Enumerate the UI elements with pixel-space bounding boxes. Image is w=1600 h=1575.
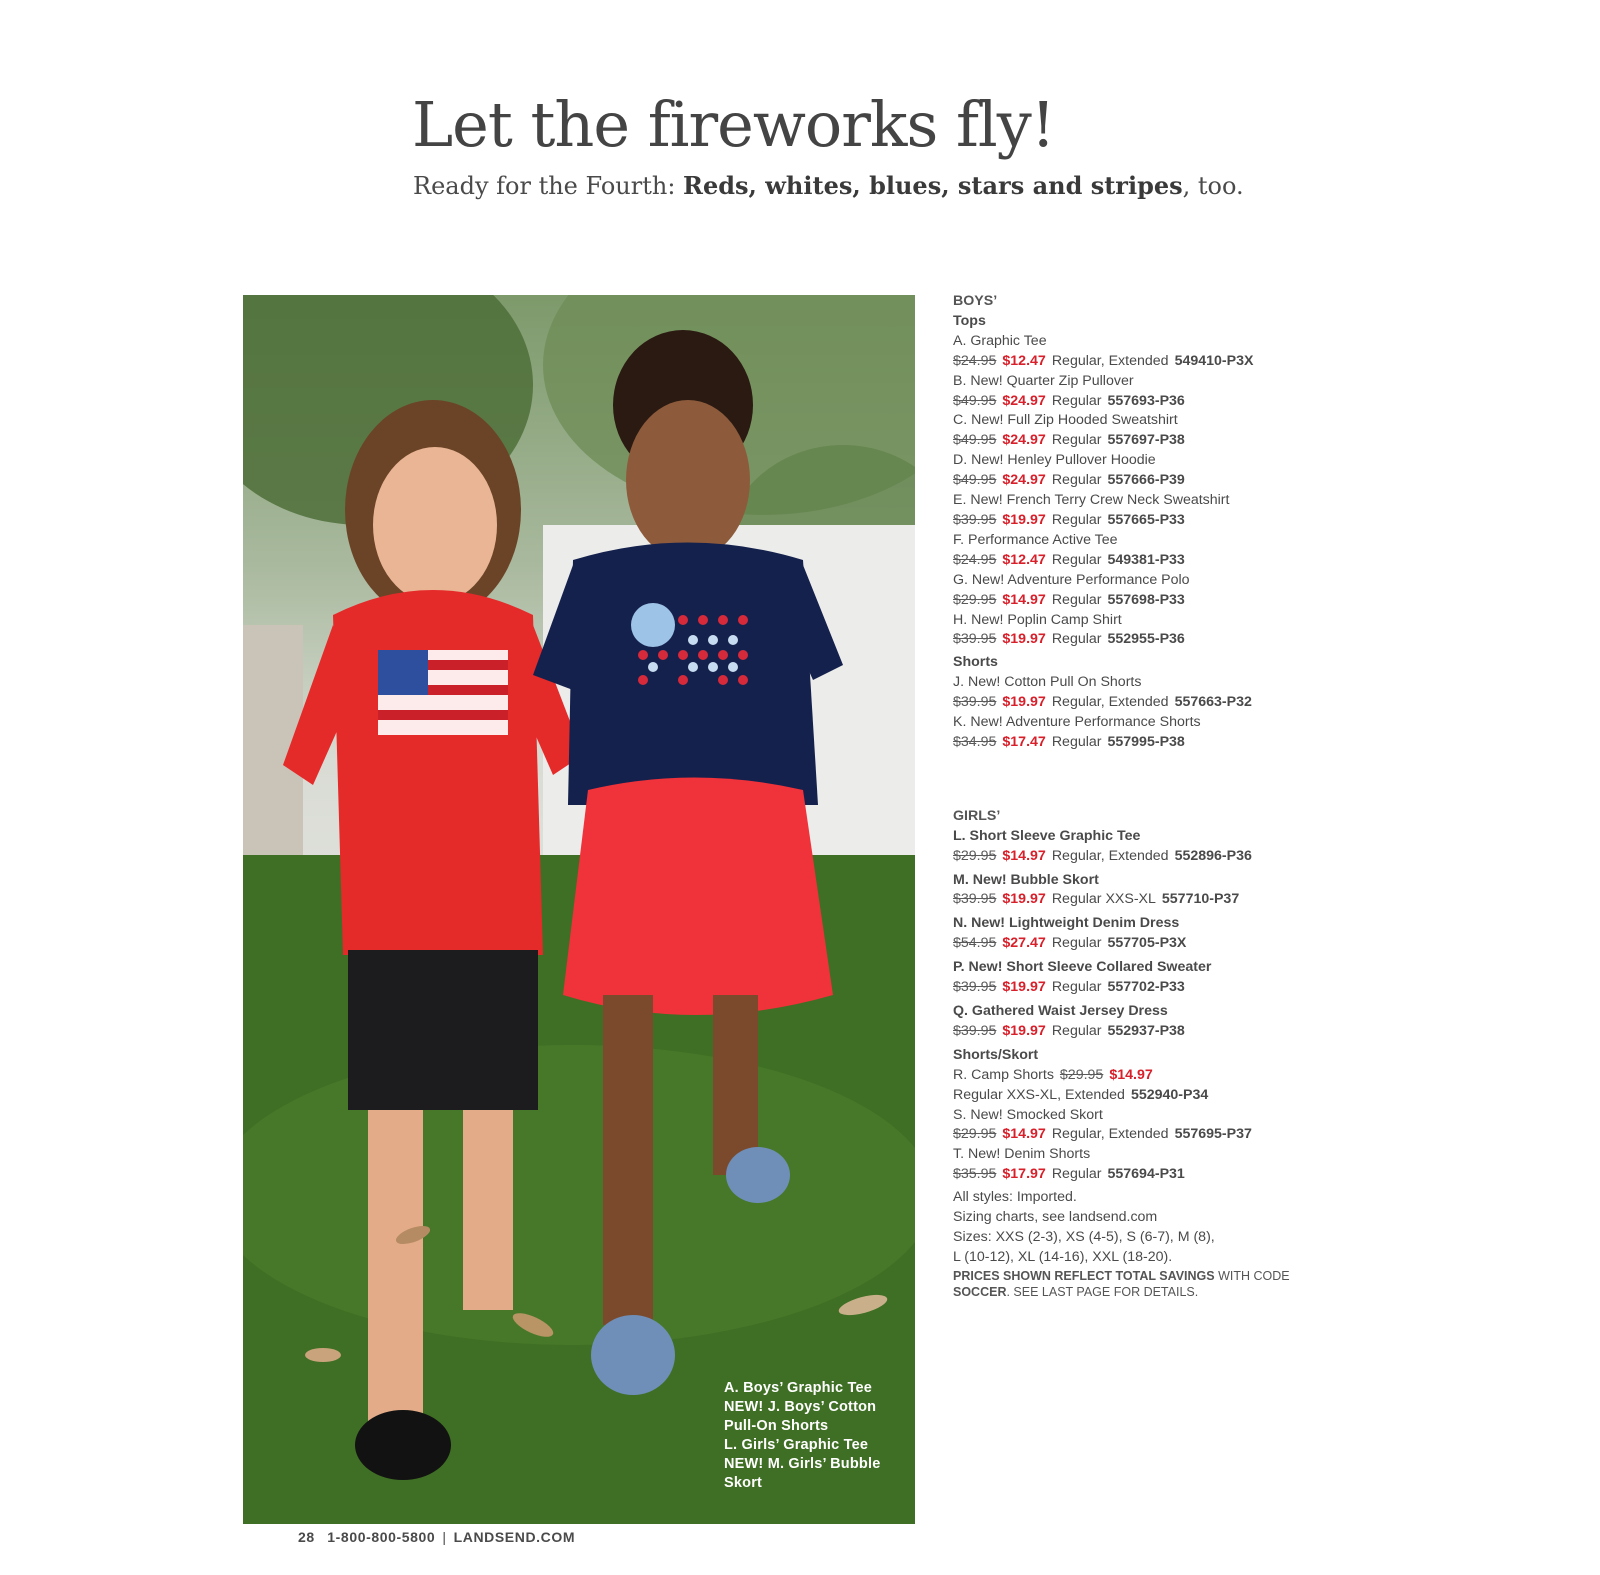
sale-price: $19.97 [1002, 891, 1046, 908]
boys-shorts-list [953, 673, 1313, 753]
product-item [953, 1002, 1313, 1042]
product-name: K. New! Adventure Performance Shorts [953, 714, 1201, 731]
original-price: $29.95 [1059, 1066, 1104, 1083]
product-price-row [953, 551, 1313, 571]
product-fit: Regular [1051, 631, 1102, 648]
product-fit: Regular [1051, 1166, 1102, 1183]
sale-price: $19.97 [1002, 631, 1046, 648]
footer-divider: | [442, 1529, 447, 1545]
sale-price: $19.97 [1002, 1022, 1046, 1039]
product-sku: 552896-P36 [1174, 847, 1252, 864]
original-price: $54.95 [953, 935, 997, 952]
phone-number: 1-800-800-5800 [327, 1529, 436, 1545]
sale-price: $14.97 [1002, 1126, 1046, 1143]
sale-price: $19.97 [1002, 694, 1046, 711]
product-sku: 552940-P34 [1130, 1086, 1209, 1103]
product-item-r [953, 1066, 1313, 1106]
original-price: $29.95 [953, 591, 997, 608]
boys-tops-list [953, 332, 1313, 651]
product-price-row [953, 1165, 1313, 1185]
product-price-row [953, 511, 1313, 531]
caption-line [724, 1398, 904, 1436]
girls-heading: GIRLS’ [953, 807, 1001, 824]
sale-price: $12.47 [1002, 352, 1046, 369]
note-imported: All styles: Imported. [953, 1189, 1077, 1206]
subhead-emphasis: Reds, whites, blues, stars and stripes [683, 171, 1183, 200]
promo-mid: WITH CODE [1214, 1268, 1290, 1283]
original-price: $39.95 [953, 1022, 997, 1039]
promo-tail: . SEE LAST PAGE FOR DETAILS. [1006, 1285, 1199, 1300]
new-badge: NEW! [724, 1399, 764, 1415]
promo-code: SOCCER [953, 1285, 1007, 1300]
product-sku: 557665-P33 [1107, 511, 1185, 528]
product-sku: 557663-P32 [1174, 694, 1252, 711]
caption-line [724, 1455, 904, 1493]
product-sku: 549410-P3X [1174, 352, 1254, 369]
product-item [953, 1106, 1313, 1146]
product-name: H. New! Poplin Camp Shirt [953, 611, 1122, 628]
product-fit: Regular XXS-XL, Extended [953, 1086, 1125, 1103]
product-name: F. Performance Active Tee [953, 531, 1118, 548]
product-sku: 557710-P37 [1161, 891, 1240, 908]
boys-shorts-heading: Shorts [953, 654, 998, 671]
product-list [953, 292, 1313, 1301]
product-name-price [953, 1066, 1313, 1086]
photo-illustration [243, 295, 915, 1524]
page-headline: Let the fireworks fly! [412, 88, 1055, 161]
sale-price: $24.97 [1002, 432, 1046, 449]
original-price: $29.95 [953, 1126, 997, 1143]
sale-price: $19.97 [1002, 511, 1046, 528]
sale-price: $24.97 [1002, 392, 1046, 409]
product-price-row [953, 847, 1313, 867]
product-name: D. New! Henley Pullover Hoodie [953, 452, 1156, 469]
product-name: R. Camp Shorts [953, 1066, 1054, 1083]
page-subheadline [413, 171, 1244, 200]
product-name: A. Graphic Tee [953, 332, 1047, 349]
product-fit: Regular [1051, 979, 1102, 996]
product-item [953, 827, 1313, 867]
original-price: $39.95 [953, 511, 997, 528]
sale-price: $17.47 [1002, 733, 1046, 750]
sale-price: $24.97 [1002, 472, 1046, 489]
product-fit: Regular XXS-XL [1051, 891, 1156, 908]
product-item [953, 411, 1313, 451]
product-item [953, 1145, 1313, 1185]
product-price-row [953, 392, 1313, 412]
product-price-row [953, 733, 1313, 753]
sale-price: $14.97 [1109, 1066, 1153, 1083]
sale-price: $14.97 [1002, 847, 1046, 864]
product-name: T. New! Denim Shorts [953, 1146, 1091, 1163]
product-sku: 557697-P38 [1107, 432, 1185, 449]
product-sku: 552955-P36 [1107, 631, 1185, 648]
product-fit: Regular [1051, 392, 1102, 409]
product-fit: Regular [1051, 432, 1102, 449]
product-item [953, 713, 1313, 753]
caption-text: M. Girls’ Bubble Skort [724, 1456, 881, 1491]
original-price: $39.95 [953, 694, 997, 711]
product-item [953, 914, 1313, 954]
product-price-row [953, 978, 1313, 998]
product-fit-sku [953, 1086, 1313, 1106]
product-sku: 552937-P38 [1107, 1022, 1185, 1039]
page-number: 28 [298, 1529, 315, 1545]
girls-items-list [953, 827, 1313, 1042]
promo-note [953, 1268, 1313, 1301]
product-name: J. New! Cotton Pull On Shorts [953, 674, 1142, 691]
product-price-row [953, 630, 1313, 650]
girls-shorts-list [953, 1106, 1313, 1186]
product-fit: Regular [1051, 551, 1102, 568]
product-sku: 549381-P33 [1107, 551, 1185, 568]
note-sizing: Sizing charts, see landsend.com [953, 1209, 1158, 1226]
product-fit: Regular, Extended [1051, 1126, 1169, 1143]
original-price: $24.95 [953, 551, 997, 568]
sale-price: $14.97 [1002, 591, 1046, 608]
product-item [953, 611, 1313, 651]
product-name: N. New! Lightweight Denim Dress [953, 915, 1180, 932]
original-price: $34.95 [953, 733, 997, 750]
sale-price: $27.47 [1002, 935, 1046, 952]
product-fit: Regular [1051, 1022, 1102, 1039]
original-price: $24.95 [953, 352, 997, 369]
girls-shorts-heading: Shorts/Skort [953, 1046, 1039, 1063]
product-name: C. New! Full Zip Hooded Sweatshirt [953, 412, 1178, 429]
product-name: E. New! French Terry Crew Neck Sweatshirt [953, 492, 1230, 509]
product-sku: 557666-P39 [1107, 472, 1185, 489]
product-fit: Regular [1051, 511, 1102, 528]
product-item [953, 491, 1313, 531]
product-sku: 557705-P3X [1107, 935, 1187, 952]
product-item [953, 958, 1313, 998]
product-item [953, 451, 1313, 491]
product-name: M. New! Bubble Skort [953, 871, 1099, 888]
note-sizes-2: L (10-12), XL (14-16), XXL (18-20). [953, 1248, 1173, 1265]
product-name: G. New! Adventure Performance Polo [953, 571, 1190, 588]
sale-price: $17.97 [1002, 1166, 1046, 1183]
product-sku: 557694-P31 [1107, 1166, 1185, 1183]
product-price-row [953, 352, 1313, 372]
product-fit: Regular, Extended [1051, 352, 1169, 369]
boys-heading: BOYS’ [953, 293, 998, 309]
subhead-tail: , too. [1182, 172, 1244, 200]
product-sku: 557695-P37 [1174, 1126, 1252, 1143]
original-price: $39.95 [953, 979, 997, 996]
product-sku: 557693-P36 [1107, 392, 1185, 409]
product-sku: 557995-P38 [1107, 733, 1185, 750]
website: LANDSEND.COM [453, 1529, 576, 1545]
original-price: $49.95 [953, 392, 997, 409]
product-price-row [953, 934, 1313, 954]
product-price-row [953, 1022, 1313, 1042]
product-name: L. Short Sleeve Graphic Tee [953, 827, 1141, 844]
original-price: $49.95 [953, 472, 997, 489]
product-sku: 557698-P33 [1107, 591, 1185, 608]
caption-line: A. Boys’ Graphic Tee [724, 1380, 872, 1396]
product-item [953, 332, 1313, 372]
original-price: $35.95 [953, 1166, 997, 1183]
product-price-row [953, 431, 1313, 451]
product-name: B. New! Quarter Zip Pullover [953, 372, 1134, 389]
product-item [953, 673, 1313, 713]
product-fit: Regular [1051, 733, 1102, 750]
product-price-row [953, 1125, 1313, 1145]
original-price: $39.95 [953, 631, 997, 648]
product-fit: Regular [1051, 935, 1102, 952]
product-item [953, 531, 1313, 571]
original-price: $29.95 [953, 847, 997, 864]
product-fit: Regular, Extended [1051, 847, 1169, 864]
original-price: $49.95 [953, 432, 997, 449]
promo-bold: PRICES SHOWN REFLECT TOTAL SAVINGS [953, 1268, 1215, 1283]
product-name: P. New! Short Sleeve Collared Sweater [953, 959, 1212, 976]
original-price: $39.95 [953, 891, 997, 908]
product-photo [243, 295, 915, 1524]
product-price-row [953, 471, 1313, 491]
product-price-row [953, 693, 1313, 713]
product-item [953, 372, 1313, 412]
new-badge: NEW! [724, 1456, 764, 1472]
photo-caption [724, 1379, 904, 1493]
product-item [953, 871, 1313, 911]
sale-price: $12.47 [1002, 551, 1046, 568]
product-fit: Regular [1051, 591, 1102, 608]
product-sku: 557702-P33 [1107, 979, 1185, 996]
sale-price: $19.97 [1002, 979, 1046, 996]
product-name: S. New! Smocked Skort [953, 1106, 1103, 1123]
product-price-row [953, 591, 1313, 611]
product-item [953, 571, 1313, 611]
product-name: Q. Gathered Waist Jersey Dress [953, 1003, 1168, 1019]
spacer [953, 753, 1313, 807]
boys-tops-heading: Tops [953, 312, 986, 329]
product-fit: Regular [1051, 472, 1102, 489]
subhead-lead: Ready for the Fourth: [413, 172, 684, 200]
note-sizes-1: Sizes: XXS (2-3), XS (4-5), S (6-7), M (8), [953, 1228, 1215, 1245]
caption-line: L. Girls’ Graphic Tee [724, 1437, 869, 1453]
product-fit: Regular, Extended [1051, 694, 1169, 711]
product-price-row [953, 890, 1313, 910]
caption-text: J. Boys’ Cotton Pull-On Shorts [724, 1399, 877, 1434]
page-footer [298, 1529, 575, 1545]
